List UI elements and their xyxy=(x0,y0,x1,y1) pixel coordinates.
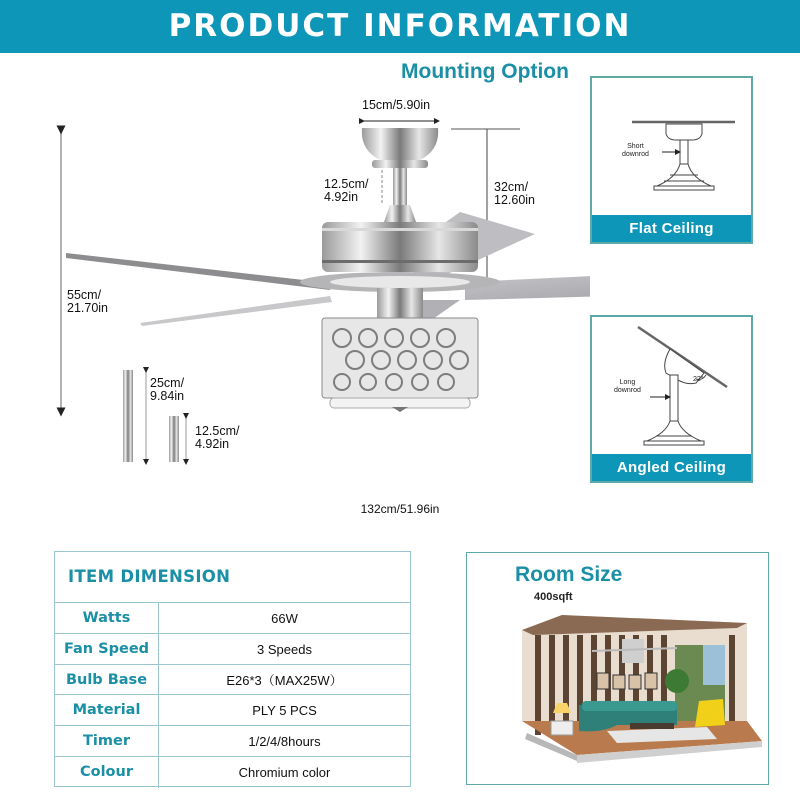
item-dimension-table xyxy=(54,551,411,787)
spec-key: Timer xyxy=(55,726,159,756)
spec-key: Colour xyxy=(55,757,159,788)
spec-value: 1/2/4/8hours xyxy=(248,734,321,750)
long-rod-length-label: 25cm/ 9.84in xyxy=(150,376,185,403)
mounting-option-title: Mounting Option xyxy=(401,60,569,83)
room-size-title: Room Size xyxy=(515,563,623,586)
short-rod-length-label: 12.5cm/ 4.92in xyxy=(195,424,240,451)
table-row xyxy=(55,695,410,726)
spec-value: 3 Speeds xyxy=(257,641,312,657)
flat-ceiling-caption: Flat Ceiling xyxy=(592,215,751,242)
downrod-length-label: 12.5cm/ 4.92in xyxy=(324,177,369,204)
total-height-label: 55cm/ 21.70in xyxy=(67,288,109,315)
spec-key: Watts xyxy=(55,603,159,633)
angled-ceiling-card xyxy=(590,315,753,483)
short-downrod-label: Short downrod xyxy=(622,143,649,158)
fan-span-label: 132cm/51.96in xyxy=(360,502,440,516)
room-size-card xyxy=(466,552,769,785)
long-downrod-label: Long downrod xyxy=(614,379,641,394)
flat-ceiling-card xyxy=(590,76,753,244)
body-height-label: 32cm/ 12.60in xyxy=(494,180,536,207)
item-dimension-title: ITEM DIMENSION xyxy=(55,552,410,603)
table-row xyxy=(55,665,410,696)
spec-value: PLY 5 PCS xyxy=(252,703,317,719)
living-room-illustration xyxy=(467,553,769,785)
spec-key: Material xyxy=(55,695,159,725)
table-row xyxy=(55,726,410,757)
page-title-banner xyxy=(0,0,800,53)
canopy-width-label: 15cm/5.90in xyxy=(362,98,431,112)
flat-ceiling-illustration xyxy=(592,78,751,215)
spec-value: 66W xyxy=(271,611,298,626)
spec-value: E26*3（MAX25W） xyxy=(226,672,343,688)
angled-ceiling-illustration xyxy=(592,317,751,454)
page-title: PRODUCT INFORMATION xyxy=(168,8,632,44)
fan-dimension-diagram xyxy=(0,90,590,490)
spec-key: Bulb Base xyxy=(55,665,159,695)
angle-label: 22° xyxy=(693,376,704,383)
spec-key: Fan Speed xyxy=(55,634,159,664)
room-size-value: 400sqft xyxy=(534,591,573,603)
angled-ceiling-caption: Angled Ceiling xyxy=(592,454,751,481)
table-row xyxy=(55,757,410,788)
table-row xyxy=(55,634,410,665)
spec-value: Chromium color xyxy=(238,764,331,780)
table-row xyxy=(55,603,410,634)
